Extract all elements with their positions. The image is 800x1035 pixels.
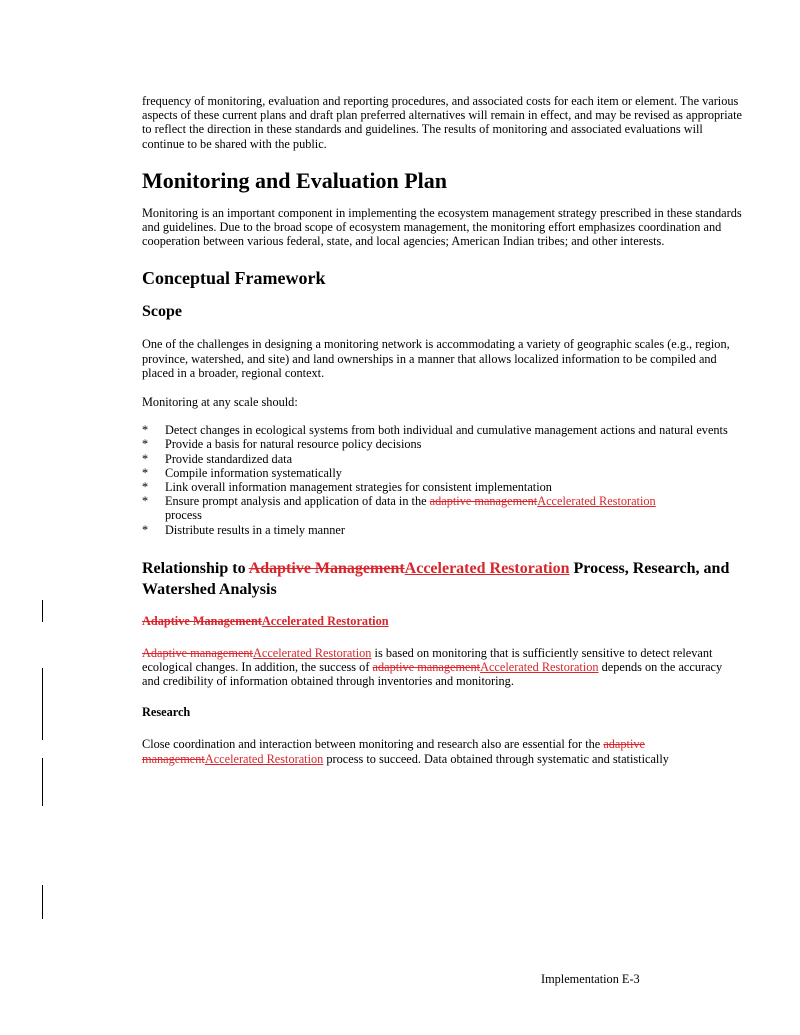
conceptual-framework-heading: Conceptual Framework [142,268,326,289]
tracked-insertion: Accelerated Restoration [537,494,656,509]
relationship-heading: Relationship to Adaptive ManagementAccelerated Restoration Process, Research, and Watershed Analysis [142,559,730,598]
list-item: * Distribute results in a timely manner [142,522,345,537]
scope-heading: Scope [142,303,182,321]
tracked-deletion: adaptive management [142,737,645,766]
change-bar [42,668,43,740]
tracked-deletion: adaptive management [372,660,481,675]
accelerated-restoration-subheading [142,614,742,629]
monitoring-evaluation-heading: Monitoring and Evaluation Plan [142,167,448,193]
tracked-deletion: Adaptive management [142,645,253,660]
list-item: * Compile information systematically [142,465,342,480]
research-paragraph: Close coordination and interaction between monitoring and research also are essential for the adaptive managementAccelerated Restoration process to succeed. Data obtained through systematic and statistically [142,737,669,766]
tracked-deletion: Adaptive Management [142,613,262,628]
monitoring-bullet-list [142,423,742,537]
scale-lead: Monitoring at any scale should: [142,395,298,410]
tracked-deletion: adaptive management [429,494,538,509]
list-item: * Provide a basis for natural resource policy decisions [142,437,422,452]
scope-paragraph: One of the challenges in designing a monitoring network is accommodating a variety of geographic scales (e.g., region, province, watershed, and site) and land ownerships in a manner that allows localized information to be compiled and placed in a broader, regional context. [142,337,730,380]
accelerated-restoration-paragraph: Adaptive managementAccelerated Restoration is based on monitoring that is sufficiently sensitive to detect relevant ecological changes. In addition, the success of adaptive managementAccelerated Restoration depends on the accuracy and credibility of information obtained through inventories and monitoring. [142,645,723,689]
list-item: * Provide standardized data [142,451,293,466]
list-item: * Link overall information management strategies for consistent implementation [142,480,552,495]
change-bar [42,600,43,622]
tracked-deletion: Adaptive Management [248,559,405,577]
document-page [142,94,742,766]
page-footer: Implementation E-3 [541,972,640,986]
tracked-insertion: Accelerated Restoration [204,751,324,766]
tracked-insertion: Accelerated Restoration [261,613,389,628]
monitoring-paragraph: Monitoring is an important component in implementing the ecosystem management strategy prescribed in these standards and guidelines. Due to the broad scope of ecosystem management, the monitoring effort emphasizes coordination and cooperation between various federal, state, and local agencies; American Indian tribes; and other interests. [142,205,742,249]
tracked-insertion: Accelerated Restoration [252,645,372,660]
research-heading: Research [142,705,191,720]
tracked-insertion: Accelerated Restoration [480,660,599,675]
list-item: * Ensure prompt analysis and application of data in the adaptive managementAccelerated Restoration process [142,494,656,523]
list-item: * Detect changes in ecological systems from both individual and cumulative management actions and natural events [142,423,728,438]
change-bar [42,758,43,806]
intro-paragraph: frequency of monitoring, evaluation and reporting procedures, and associated costs for each item or element. The various aspects of these current plans and draft plan preferred alternatives will remain in effect, and may be revised as appropriate to reflect the direction in these standards and guidelines. The results of monitoring and associated evaluations will continue to be shared with the public. [142,94,743,151]
tracked-insertion: Accelerated Restoration [404,559,570,577]
change-bar [42,885,43,919]
